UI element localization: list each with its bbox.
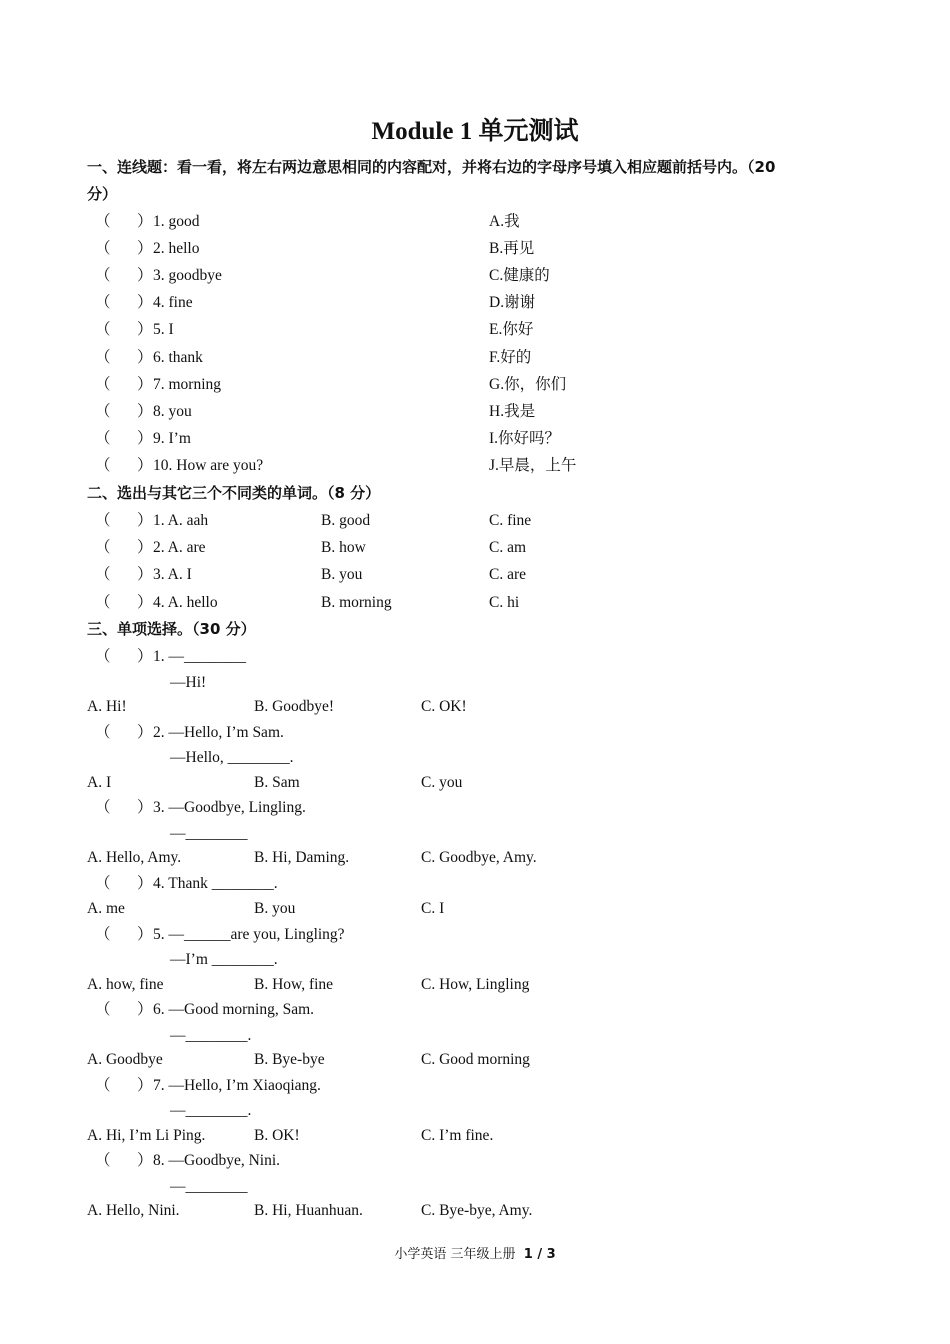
question-reply: —________ bbox=[170, 1177, 248, 1195]
answer-paren-open: （ bbox=[95, 925, 111, 943]
answer-paren-close: ） bbox=[137, 240, 153, 258]
choice-a: A. how, fine bbox=[87, 975, 164, 993]
answer-paren-open: （ bbox=[95, 267, 111, 285]
answer-paren-close: ） bbox=[137, 1076, 153, 1094]
answer-paren-close: ） bbox=[137, 402, 153, 420]
option-b: B. how bbox=[321, 539, 366, 557]
answer-paren-open: （ bbox=[95, 648, 111, 665]
footer-subject: 小学英语 三年级上册 bbox=[394, 1247, 516, 1262]
matching-word: 8. you bbox=[153, 402, 192, 420]
choice-a: A. Goodbye bbox=[87, 1051, 163, 1068]
answer-paren-close: ） bbox=[137, 1152, 153, 1169]
question-text: 1. —________ bbox=[153, 648, 246, 665]
answer-paren-close: ） bbox=[137, 375, 153, 393]
answer-paren-open: （ bbox=[95, 1076, 111, 1094]
option-c: C. fine bbox=[489, 512, 532, 529]
choice-b: B. Hi, Daming. bbox=[254, 849, 350, 866]
answer-paren-close: ） bbox=[137, 512, 153, 529]
matching-meaning: E.你好 bbox=[489, 321, 534, 339]
matching-word: 7. morning bbox=[153, 375, 222, 393]
answer-paren-close: ） bbox=[137, 723, 153, 741]
matching-meaning: C.健康的 bbox=[489, 267, 550, 285]
choice-b: B. OK! bbox=[254, 1126, 300, 1144]
section-1-heading-line-2: 分） bbox=[87, 185, 118, 203]
question-text: 4. Thank ________. bbox=[153, 874, 278, 892]
matching-meaning: D.谢谢 bbox=[489, 294, 536, 312]
question-text: 3. —Goodbye, Lingling. bbox=[153, 799, 306, 816]
answer-paren-close: ） bbox=[137, 429, 153, 447]
choice-a: A. I bbox=[87, 773, 112, 791]
matching-meaning: G.你，你们 bbox=[489, 375, 567, 393]
choice-c: C. How, Lingling bbox=[421, 975, 530, 993]
choice-b: B. Bye-bye bbox=[254, 1051, 325, 1068]
matching-meaning: I.你好吗？ bbox=[489, 429, 561, 447]
section-3-heading: 三、单项选择。（30 分） bbox=[87, 620, 256, 638]
section-2-heading: 二、选出与其它三个不同类的单词。（8 分） bbox=[87, 484, 381, 502]
matching-word: 10. How are you? bbox=[153, 456, 264, 474]
choice-c: C. I bbox=[421, 900, 445, 917]
answer-paren-open: （ bbox=[95, 799, 111, 816]
choice-c: C. Bye-bye, Amy. bbox=[421, 1202, 533, 1219]
question-text: 7. —Hello, I’m Xiaoqiang. bbox=[153, 1076, 321, 1094]
answer-paren-open: （ bbox=[95, 539, 111, 557]
answer-paren-close: ） bbox=[137, 874, 153, 892]
answer-paren-open: （ bbox=[95, 593, 111, 611]
choice-c: C. you bbox=[421, 773, 463, 791]
matching-word: 1. good bbox=[153, 213, 200, 230]
answer-paren-open: （ bbox=[95, 321, 111, 339]
matching-meaning: B.再见 bbox=[489, 240, 535, 258]
question-text: 2. —Hello, I’m Sam. bbox=[153, 723, 284, 741]
matching-word: 3. goodbye bbox=[153, 267, 222, 285]
matching-word: 2. hello bbox=[153, 240, 200, 258]
answer-paren-close: ） bbox=[137, 348, 153, 366]
choice-a: A. Hello, Amy. bbox=[87, 849, 182, 866]
choice-c: C. Good morning bbox=[421, 1051, 530, 1068]
question-reply: —________. bbox=[170, 1026, 252, 1044]
option-b: B. you bbox=[321, 566, 363, 584]
answer-paren-close: ） bbox=[137, 456, 153, 474]
answer-paren-close: ） bbox=[137, 1001, 153, 1018]
matching-word: 4. fine bbox=[153, 294, 193, 312]
choice-b: B. Goodbye! bbox=[254, 698, 335, 715]
answer-paren-open: （ bbox=[95, 874, 111, 892]
matching-meaning: J.早晨，上午 bbox=[489, 456, 577, 474]
page-footer bbox=[0, 1245, 950, 1265]
answer-paren-open: （ bbox=[95, 723, 111, 741]
question-reply: —Hello, ________. bbox=[170, 749, 294, 766]
option-a: 2. A. are bbox=[153, 539, 206, 557]
answer-paren-close: ） bbox=[137, 799, 153, 816]
footer-page-number: 1 / 3 bbox=[523, 1247, 556, 1262]
choice-a: A. me bbox=[87, 900, 125, 917]
section-1-heading-line-1: 一、连线题：看一看，将左右两边意思相同的内容配对，并将右边的字母序号填入相应题前括号内。（20 bbox=[87, 158, 776, 176]
answer-paren-open: （ bbox=[95, 429, 111, 447]
question-text: 8. —Goodbye, Nini. bbox=[153, 1152, 281, 1169]
answer-paren-close: ） bbox=[137, 294, 153, 312]
answer-paren-close: ） bbox=[137, 213, 153, 230]
option-c: C. are bbox=[489, 566, 527, 584]
option-c: C. hi bbox=[489, 593, 520, 611]
matching-meaning: F.好的 bbox=[489, 348, 532, 366]
answer-paren-close: ） bbox=[137, 925, 153, 943]
choice-a: A. Hi! bbox=[87, 698, 127, 715]
answer-paren-open: （ bbox=[95, 512, 111, 529]
answer-paren-open: （ bbox=[95, 402, 111, 420]
question-reply: —Hi! bbox=[170, 673, 207, 691]
section-1-heading bbox=[87, 154, 877, 208]
matching-word: 6. thank bbox=[153, 348, 203, 366]
choice-c: C. Goodbye, Amy. bbox=[421, 849, 537, 866]
answer-paren-open: （ bbox=[95, 375, 111, 393]
answer-paren-open: （ bbox=[95, 213, 111, 230]
matching-word: 9. I’m bbox=[153, 429, 191, 447]
option-b: B. morning bbox=[321, 593, 392, 611]
question-text: 6. —Good morning, Sam. bbox=[153, 1001, 315, 1018]
answer-paren-close: ） bbox=[137, 267, 153, 285]
question-reply: —________ bbox=[170, 824, 248, 842]
option-c: C. am bbox=[489, 539, 527, 557]
answer-paren-open: （ bbox=[95, 1001, 111, 1018]
option-a: 3. A. I bbox=[153, 566, 192, 584]
answer-paren-open: （ bbox=[95, 348, 111, 366]
answer-paren-close: ） bbox=[137, 321, 153, 339]
answer-paren-open: （ bbox=[95, 240, 111, 258]
answer-paren-close: ） bbox=[137, 566, 153, 584]
choice-b: B. you bbox=[254, 900, 296, 917]
page-title: Module 1 单元测试 bbox=[371, 118, 579, 145]
choice-a: A. Hello, Nini. bbox=[87, 1202, 180, 1219]
choice-b: B. How, fine bbox=[254, 975, 334, 993]
answer-paren-open: （ bbox=[95, 294, 111, 312]
answer-paren-open: （ bbox=[95, 566, 111, 584]
option-b: B. good bbox=[321, 512, 371, 529]
answer-paren-close: ） bbox=[137, 593, 153, 611]
question-text: 5. —______are you, Lingling? bbox=[153, 925, 345, 943]
answer-paren-open: （ bbox=[95, 456, 111, 474]
answer-paren-close: ） bbox=[137, 539, 153, 557]
choice-c: C. I’m fine. bbox=[421, 1126, 494, 1144]
answer-paren-close: ） bbox=[137, 648, 153, 665]
answer-paren-open: （ bbox=[95, 1152, 111, 1169]
choice-a: A. Hi, I’m Li Ping. bbox=[87, 1126, 206, 1144]
choice-c: C. OK! bbox=[421, 698, 467, 715]
matching-meaning: A.我 bbox=[489, 213, 520, 230]
option-a: 4. A. hello bbox=[153, 593, 218, 611]
question-reply: —I’m ________. bbox=[170, 951, 278, 968]
matching-meaning: H.我是 bbox=[489, 402, 536, 420]
matching-word: 5. I bbox=[153, 321, 174, 339]
choice-b: B. Hi, Huanhuan. bbox=[254, 1202, 363, 1219]
choice-b: B. Sam bbox=[254, 773, 300, 791]
question-reply: —________. bbox=[170, 1102, 252, 1119]
option-a: 1. A. aah bbox=[153, 512, 209, 529]
